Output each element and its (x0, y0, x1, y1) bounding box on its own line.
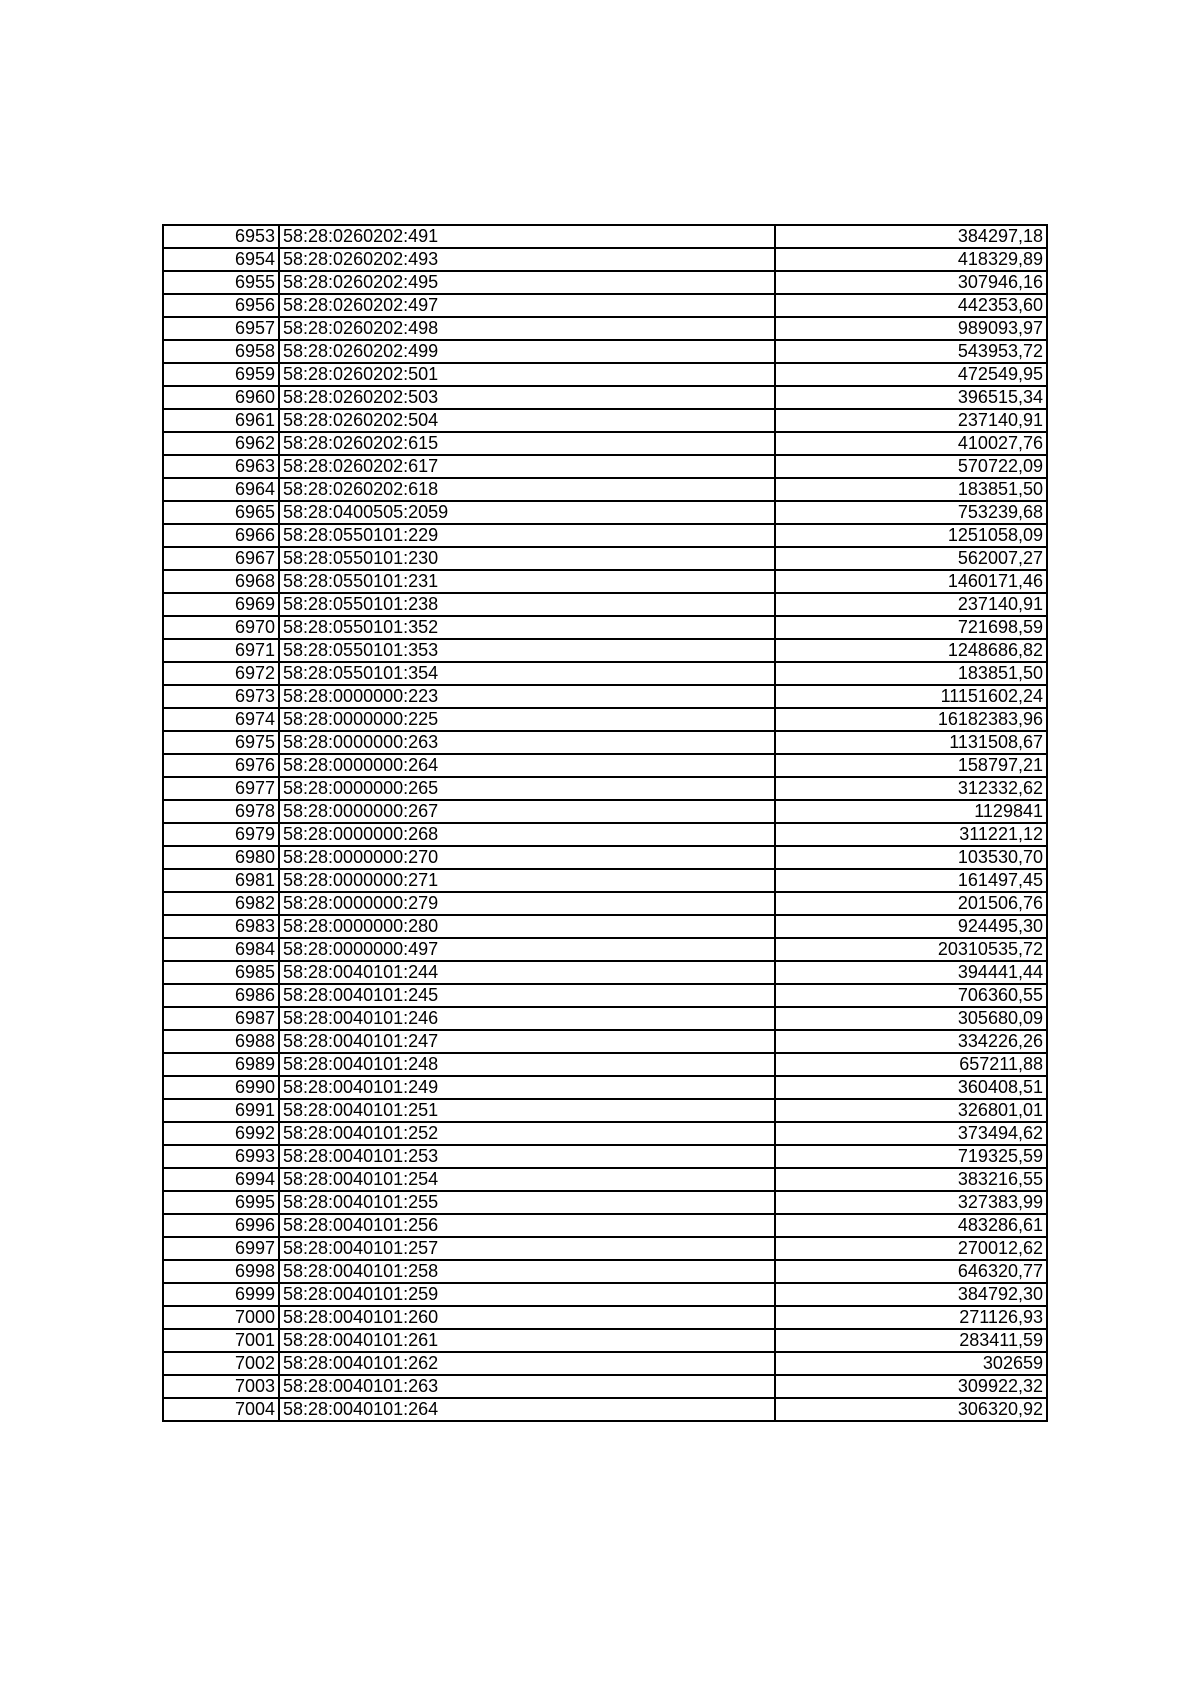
value-cell: 373494,62 (775, 1122, 1047, 1145)
table-row (163, 547, 1047, 570)
value-cell: 158797,21 (775, 754, 1047, 777)
row-number-cell: 6983 (163, 915, 279, 938)
cadastral-number-cell: 58:28:0260202:618 (279, 478, 775, 501)
row-number-cell: 6997 (163, 1237, 279, 1260)
row-number-cell: 7002 (163, 1352, 279, 1375)
table-row (163, 432, 1047, 455)
cadastral-number-cell: 58:28:0040101:249 (279, 1076, 775, 1099)
cadastral-number-cell: 58:28:0260202:497 (279, 294, 775, 317)
table-row (163, 616, 1047, 639)
table-row (163, 984, 1047, 1007)
value-cell: 657211,88 (775, 1053, 1047, 1076)
table-row (163, 754, 1047, 777)
row-number-cell: 6994 (163, 1168, 279, 1191)
row-number-cell: 6963 (163, 455, 279, 478)
cadastral-number-cell: 58:28:0000000:279 (279, 892, 775, 915)
cadastral-value-table (162, 224, 1048, 1422)
cadastral-number-cell: 58:28:0040101:247 (279, 1030, 775, 1053)
value-cell: 305680,09 (775, 1007, 1047, 1030)
value-cell: 1129841 (775, 800, 1047, 823)
value-cell: 360408,51 (775, 1076, 1047, 1099)
cadastral-number-cell: 58:28:0040101:244 (279, 961, 775, 984)
row-number-cell: 6992 (163, 1122, 279, 1145)
table-row (163, 1099, 1047, 1122)
table-row (163, 777, 1047, 800)
cadastral-number-cell: 58:28:0040101:259 (279, 1283, 775, 1306)
table-row (163, 248, 1047, 271)
value-cell: 543953,72 (775, 340, 1047, 363)
cadastral-number-cell: 58:28:0550101:353 (279, 639, 775, 662)
row-number-cell: 6978 (163, 800, 279, 823)
value-cell: 103530,70 (775, 846, 1047, 869)
cadastral-number-cell: 58:28:0550101:231 (279, 570, 775, 593)
row-number-cell: 6974 (163, 708, 279, 731)
cadastral-number-cell: 58:28:0000000:270 (279, 846, 775, 869)
table-row (163, 846, 1047, 869)
cadastral-number-cell: 58:28:0260202:504 (279, 409, 775, 432)
cadastral-number-cell: 58:28:0260202:495 (279, 271, 775, 294)
row-number-cell: 6984 (163, 938, 279, 961)
cadastral-number-cell: 58:28:0260202:501 (279, 363, 775, 386)
row-number-cell: 6968 (163, 570, 279, 593)
value-cell: 283411,59 (775, 1329, 1047, 1352)
value-cell: 418329,89 (775, 248, 1047, 271)
row-number-cell: 6979 (163, 823, 279, 846)
value-cell: 562007,27 (775, 547, 1047, 570)
table-row (163, 1053, 1047, 1076)
table-row (163, 662, 1047, 685)
row-number-cell: 6976 (163, 754, 279, 777)
table-row (163, 1168, 1047, 1191)
cadastral-number-cell: 58:28:0040101:248 (279, 1053, 775, 1076)
value-cell: 719325,59 (775, 1145, 1047, 1168)
row-number-cell: 6957 (163, 317, 279, 340)
table-row (163, 1237, 1047, 1260)
row-number-cell: 7004 (163, 1398, 279, 1421)
row-number-cell: 6969 (163, 593, 279, 616)
table-row (163, 478, 1047, 501)
cadastral-number-cell: 58:28:0000000:264 (279, 754, 775, 777)
table-row (163, 570, 1047, 593)
cadastral-number-cell: 58:28:0040101:245 (279, 984, 775, 1007)
table-row (163, 915, 1047, 938)
cadastral-number-cell: 58:28:0040101:251 (279, 1099, 775, 1122)
value-cell: 472549,95 (775, 363, 1047, 386)
table-row (163, 823, 1047, 846)
row-number-cell: 6977 (163, 777, 279, 800)
cadastral-number-cell: 58:28:0000000:263 (279, 731, 775, 754)
table-body (163, 225, 1047, 1421)
table-row (163, 409, 1047, 432)
cadastral-number-cell: 58:28:0260202:499 (279, 340, 775, 363)
row-number-cell: 6999 (163, 1283, 279, 1306)
value-cell: 161497,45 (775, 869, 1047, 892)
table-row (163, 800, 1047, 823)
table-row (163, 961, 1047, 984)
cadastral-number-cell: 58:28:0550101:238 (279, 593, 775, 616)
table-row (163, 386, 1047, 409)
cadastral-number-cell: 58:28:0040101:255 (279, 1191, 775, 1214)
cadastral-number-cell: 58:28:0040101:257 (279, 1237, 775, 1260)
value-cell: 570722,09 (775, 455, 1047, 478)
value-cell: 1248686,82 (775, 639, 1047, 662)
value-cell: 302659 (775, 1352, 1047, 1375)
row-number-cell: 6985 (163, 961, 279, 984)
row-number-cell: 6998 (163, 1260, 279, 1283)
cadastral-number-cell: 58:28:0000000:225 (279, 708, 775, 731)
table-row (163, 708, 1047, 731)
value-cell: 183851,50 (775, 478, 1047, 501)
row-number-cell: 6959 (163, 363, 279, 386)
row-number-cell: 6981 (163, 869, 279, 892)
table-row (163, 1260, 1047, 1283)
cadastral-number-cell: 58:28:0550101:230 (279, 547, 775, 570)
value-cell: 646320,77 (775, 1260, 1047, 1283)
value-cell: 237140,91 (775, 409, 1047, 432)
cadastral-number-cell: 58:28:0260202:615 (279, 432, 775, 455)
value-cell: 1251058,09 (775, 524, 1047, 547)
value-cell: 271126,93 (775, 1306, 1047, 1329)
table-row (163, 1398, 1047, 1421)
row-number-cell: 6956 (163, 294, 279, 317)
value-cell: 183851,50 (775, 662, 1047, 685)
table-row (163, 1030, 1047, 1053)
row-number-cell: 6989 (163, 1053, 279, 1076)
table-row (163, 685, 1047, 708)
value-cell: 309922,32 (775, 1375, 1047, 1398)
cadastral-number-cell: 58:28:0040101:246 (279, 1007, 775, 1030)
table-row (163, 340, 1047, 363)
value-cell: 483286,61 (775, 1214, 1047, 1237)
row-number-cell: 6982 (163, 892, 279, 915)
value-cell: 384297,18 (775, 225, 1047, 248)
table-row (163, 1283, 1047, 1306)
row-number-cell: 6995 (163, 1191, 279, 1214)
row-number-cell: 6991 (163, 1099, 279, 1122)
value-cell: 270012,62 (775, 1237, 1047, 1260)
table-row (163, 1076, 1047, 1099)
table-row (163, 294, 1047, 317)
value-cell: 237140,91 (775, 593, 1047, 616)
table-row (163, 593, 1047, 616)
value-cell: 201506,76 (775, 892, 1047, 915)
cadastral-number-cell: 58:28:0260202:498 (279, 317, 775, 340)
value-cell: 383216,55 (775, 1168, 1047, 1191)
table-row (163, 1329, 1047, 1352)
value-cell: 384792,30 (775, 1283, 1047, 1306)
row-number-cell: 6958 (163, 340, 279, 363)
row-number-cell: 7001 (163, 1329, 279, 1352)
table-row (163, 869, 1047, 892)
row-number-cell: 6993 (163, 1145, 279, 1168)
value-cell: 396515,34 (775, 386, 1047, 409)
value-cell: 410027,76 (775, 432, 1047, 455)
row-number-cell: 6953 (163, 225, 279, 248)
value-cell: 1131508,67 (775, 731, 1047, 754)
value-cell: 924495,30 (775, 915, 1047, 938)
cadastral-number-cell: 58:28:0550101:354 (279, 662, 775, 685)
value-cell: 753239,68 (775, 501, 1047, 524)
cadastral-number-cell: 58:28:0040101:254 (279, 1168, 775, 1191)
value-cell: 706360,55 (775, 984, 1047, 1007)
cadastral-number-cell: 58:28:0040101:261 (279, 1329, 775, 1352)
value-cell: 16182383,96 (775, 708, 1047, 731)
cadastral-number-cell: 58:28:0000000:271 (279, 869, 775, 892)
cadastral-number-cell: 58:28:0550101:229 (279, 524, 775, 547)
cadastral-number-cell: 58:28:0260202:493 (279, 248, 775, 271)
cadastral-number-cell: 58:28:0040101:252 (279, 1122, 775, 1145)
table-row (163, 271, 1047, 294)
cadastral-number-cell: 58:28:0000000:268 (279, 823, 775, 846)
cadastral-number-cell: 58:28:0000000:265 (279, 777, 775, 800)
table-row (163, 1145, 1047, 1168)
cadastral-number-cell: 58:28:0000000:223 (279, 685, 775, 708)
value-cell: 306320,92 (775, 1398, 1047, 1421)
value-cell: 442353,60 (775, 294, 1047, 317)
table-row (163, 1122, 1047, 1145)
row-number-cell: 6965 (163, 501, 279, 524)
cadastral-number-cell: 58:28:0550101:352 (279, 616, 775, 639)
row-number-cell: 6967 (163, 547, 279, 570)
value-cell: 1460171,46 (775, 570, 1047, 593)
value-cell: 312332,62 (775, 777, 1047, 800)
cadastral-number-cell: 58:28:0260202:617 (279, 455, 775, 478)
row-number-cell: 6996 (163, 1214, 279, 1237)
table-row (163, 1214, 1047, 1237)
row-number-cell: 6954 (163, 248, 279, 271)
cadastral-number-cell: 58:28:0400505:2059 (279, 501, 775, 524)
row-number-cell: 6961 (163, 409, 279, 432)
value-cell: 721698,59 (775, 616, 1047, 639)
cadastral-number-cell: 58:28:0040101:260 (279, 1306, 775, 1329)
row-number-cell: 6973 (163, 685, 279, 708)
cadastral-number-cell: 58:28:0000000:267 (279, 800, 775, 823)
table-row (163, 1007, 1047, 1030)
value-cell: 334226,26 (775, 1030, 1047, 1053)
table-row (163, 1375, 1047, 1398)
value-cell: 327383,99 (775, 1191, 1047, 1214)
row-number-cell: 6986 (163, 984, 279, 1007)
cadastral-number-cell: 58:28:0260202:491 (279, 225, 775, 248)
table-row (163, 363, 1047, 386)
row-number-cell: 6964 (163, 478, 279, 501)
cadastral-number-cell: 58:28:0040101:258 (279, 1260, 775, 1283)
table-row (163, 892, 1047, 915)
row-number-cell: 6960 (163, 386, 279, 409)
row-number-cell: 6990 (163, 1076, 279, 1099)
row-number-cell: 6971 (163, 639, 279, 662)
table-row (163, 1191, 1047, 1214)
cadastral-number-cell: 58:28:0040101:256 (279, 1214, 775, 1237)
cadastral-number-cell: 58:28:0040101:262 (279, 1352, 775, 1375)
table-row (163, 455, 1047, 478)
value-cell: 11151602,24 (775, 685, 1047, 708)
row-number-cell: 6962 (163, 432, 279, 455)
row-number-cell: 6975 (163, 731, 279, 754)
row-number-cell: 6966 (163, 524, 279, 547)
table-row (163, 225, 1047, 248)
row-number-cell: 6987 (163, 1007, 279, 1030)
table-row (163, 1352, 1047, 1375)
table-row (163, 1306, 1047, 1329)
row-number-cell: 6970 (163, 616, 279, 639)
cadastral-number-cell: 58:28:0000000:280 (279, 915, 775, 938)
table-row (163, 524, 1047, 547)
cadastral-number-cell: 58:28:0260202:503 (279, 386, 775, 409)
cadastral-number-cell: 58:28:0040101:253 (279, 1145, 775, 1168)
table-row (163, 501, 1047, 524)
cadastral-number-cell: 58:28:0040101:263 (279, 1375, 775, 1398)
row-number-cell: 6980 (163, 846, 279, 869)
cadastral-number-cell: 58:28:0040101:264 (279, 1398, 775, 1421)
value-cell: 307946,16 (775, 271, 1047, 294)
table-row (163, 731, 1047, 754)
table-row (163, 317, 1047, 340)
table-row (163, 938, 1047, 961)
row-number-cell: 7000 (163, 1306, 279, 1329)
value-cell: 394441,44 (775, 961, 1047, 984)
table-row (163, 639, 1047, 662)
value-cell: 311221,12 (775, 823, 1047, 846)
row-number-cell: 7003 (163, 1375, 279, 1398)
value-cell: 326801,01 (775, 1099, 1047, 1122)
row-number-cell: 6972 (163, 662, 279, 685)
row-number-cell: 6955 (163, 271, 279, 294)
value-cell: 20310535,72 (775, 938, 1047, 961)
cadastral-number-cell: 58:28:0000000:497 (279, 938, 775, 961)
value-cell: 989093,97 (775, 317, 1047, 340)
row-number-cell: 6988 (163, 1030, 279, 1053)
